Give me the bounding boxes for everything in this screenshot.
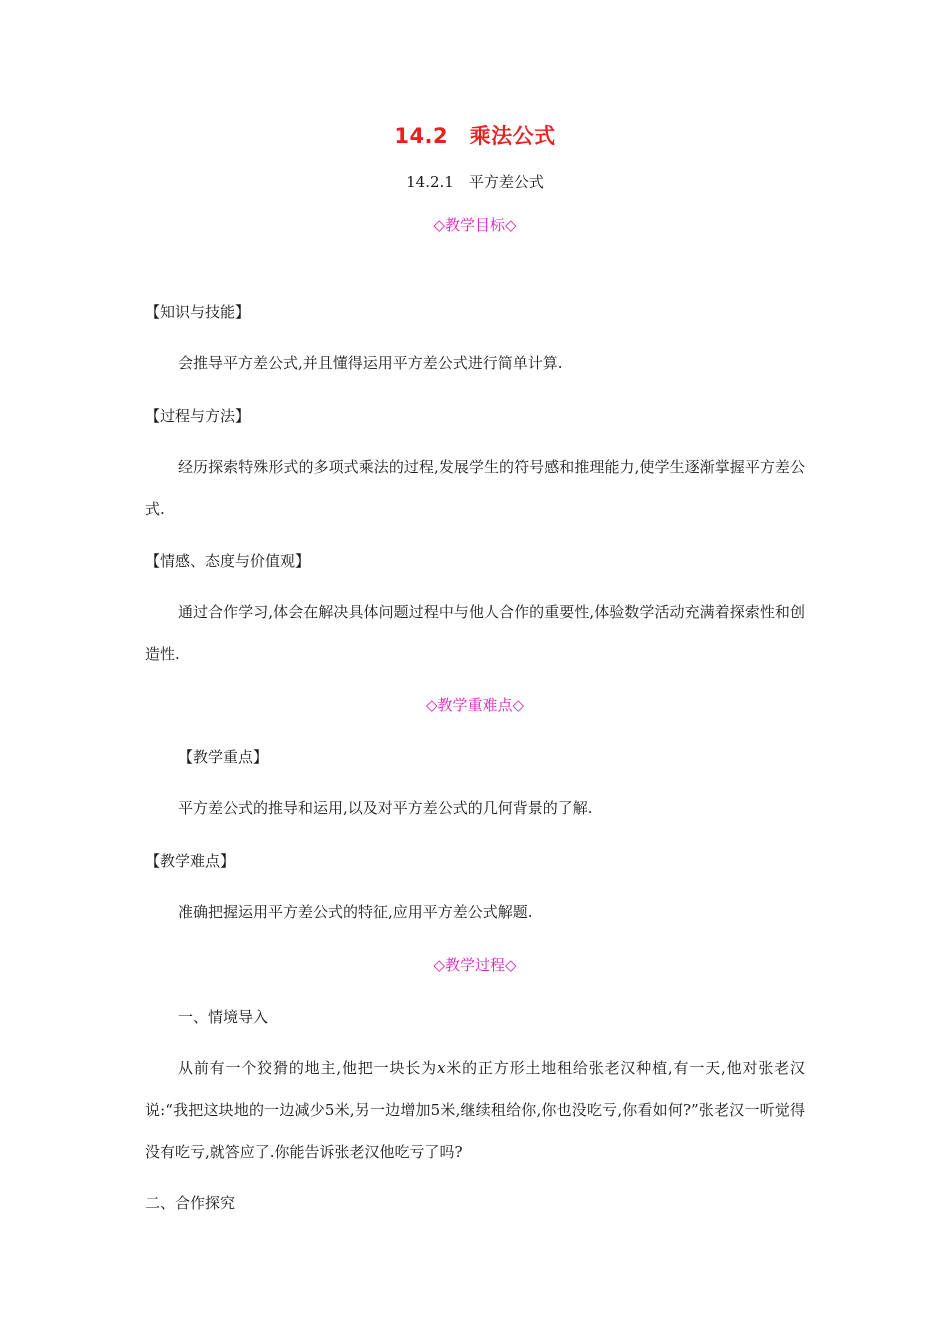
focus-heading: 【教学重点】 (178, 748, 269, 766)
section-heading-objectives: ◇教学目标◇ (433, 216, 517, 234)
story-variable: x (436, 1059, 446, 1077)
knowledge-heading: 【知识与技能】 (145, 303, 251, 321)
difficulty-heading: 【教学难点】 (145, 852, 236, 870)
step1-heading: 一、情境导入 (178, 1008, 269, 1026)
emotion-heading: 【情感、态度与价值观】 (145, 552, 311, 570)
difficulty-text: 准确把握运用平方差公式的特征,应用平方差公式解题. (178, 903, 533, 921)
page-subtitle: 14.2.1 平方差公式 (406, 173, 544, 191)
story-paragraph (145, 1047, 805, 1173)
process-method-text: 经历探索特殊形式的多项式乘法的过程,发展学生的符号感和推理能力,使学生逐渐掌握平方差公式. (145, 458, 805, 518)
section-heading-process: ◇教学过程◇ (433, 956, 517, 974)
knowledge-text: 会推导平方差公式,并且懂得运用平方差公式进行简单计算. (178, 354, 563, 372)
process-method-heading: 【过程与方法】 (145, 407, 251, 425)
step2-heading: 二、合作探究 (145, 1194, 236, 1212)
emotion-text: 通过合作学习,体会在解决具体问题过程中与他人合作的重要性,体验数学活动充满着探索性和创造性. (145, 603, 805, 663)
story-text-part2: 米的正方形土地租给张老汉种植,有一天,他对张老汉说:“我把这块地的一边减少5米,另一边增加5米,继续租给你,你也没吃亏,你看如何?”张老汉一听觉得没有吃亏,就答应了.你能告诉张老汉他吃亏了吗? (145, 1059, 805, 1161)
section-heading-key-points: ◇教学重难点◇ (425, 696, 525, 714)
focus-text: 平方差公式的推导和运用,以及对平方差公式的几何背景的了解. (178, 799, 593, 817)
story-text-part1: 从前有一个狡猾的地主,他把一块长为 (178, 1059, 437, 1077)
page-title: 14.2 乘法公式 (394, 124, 556, 148)
